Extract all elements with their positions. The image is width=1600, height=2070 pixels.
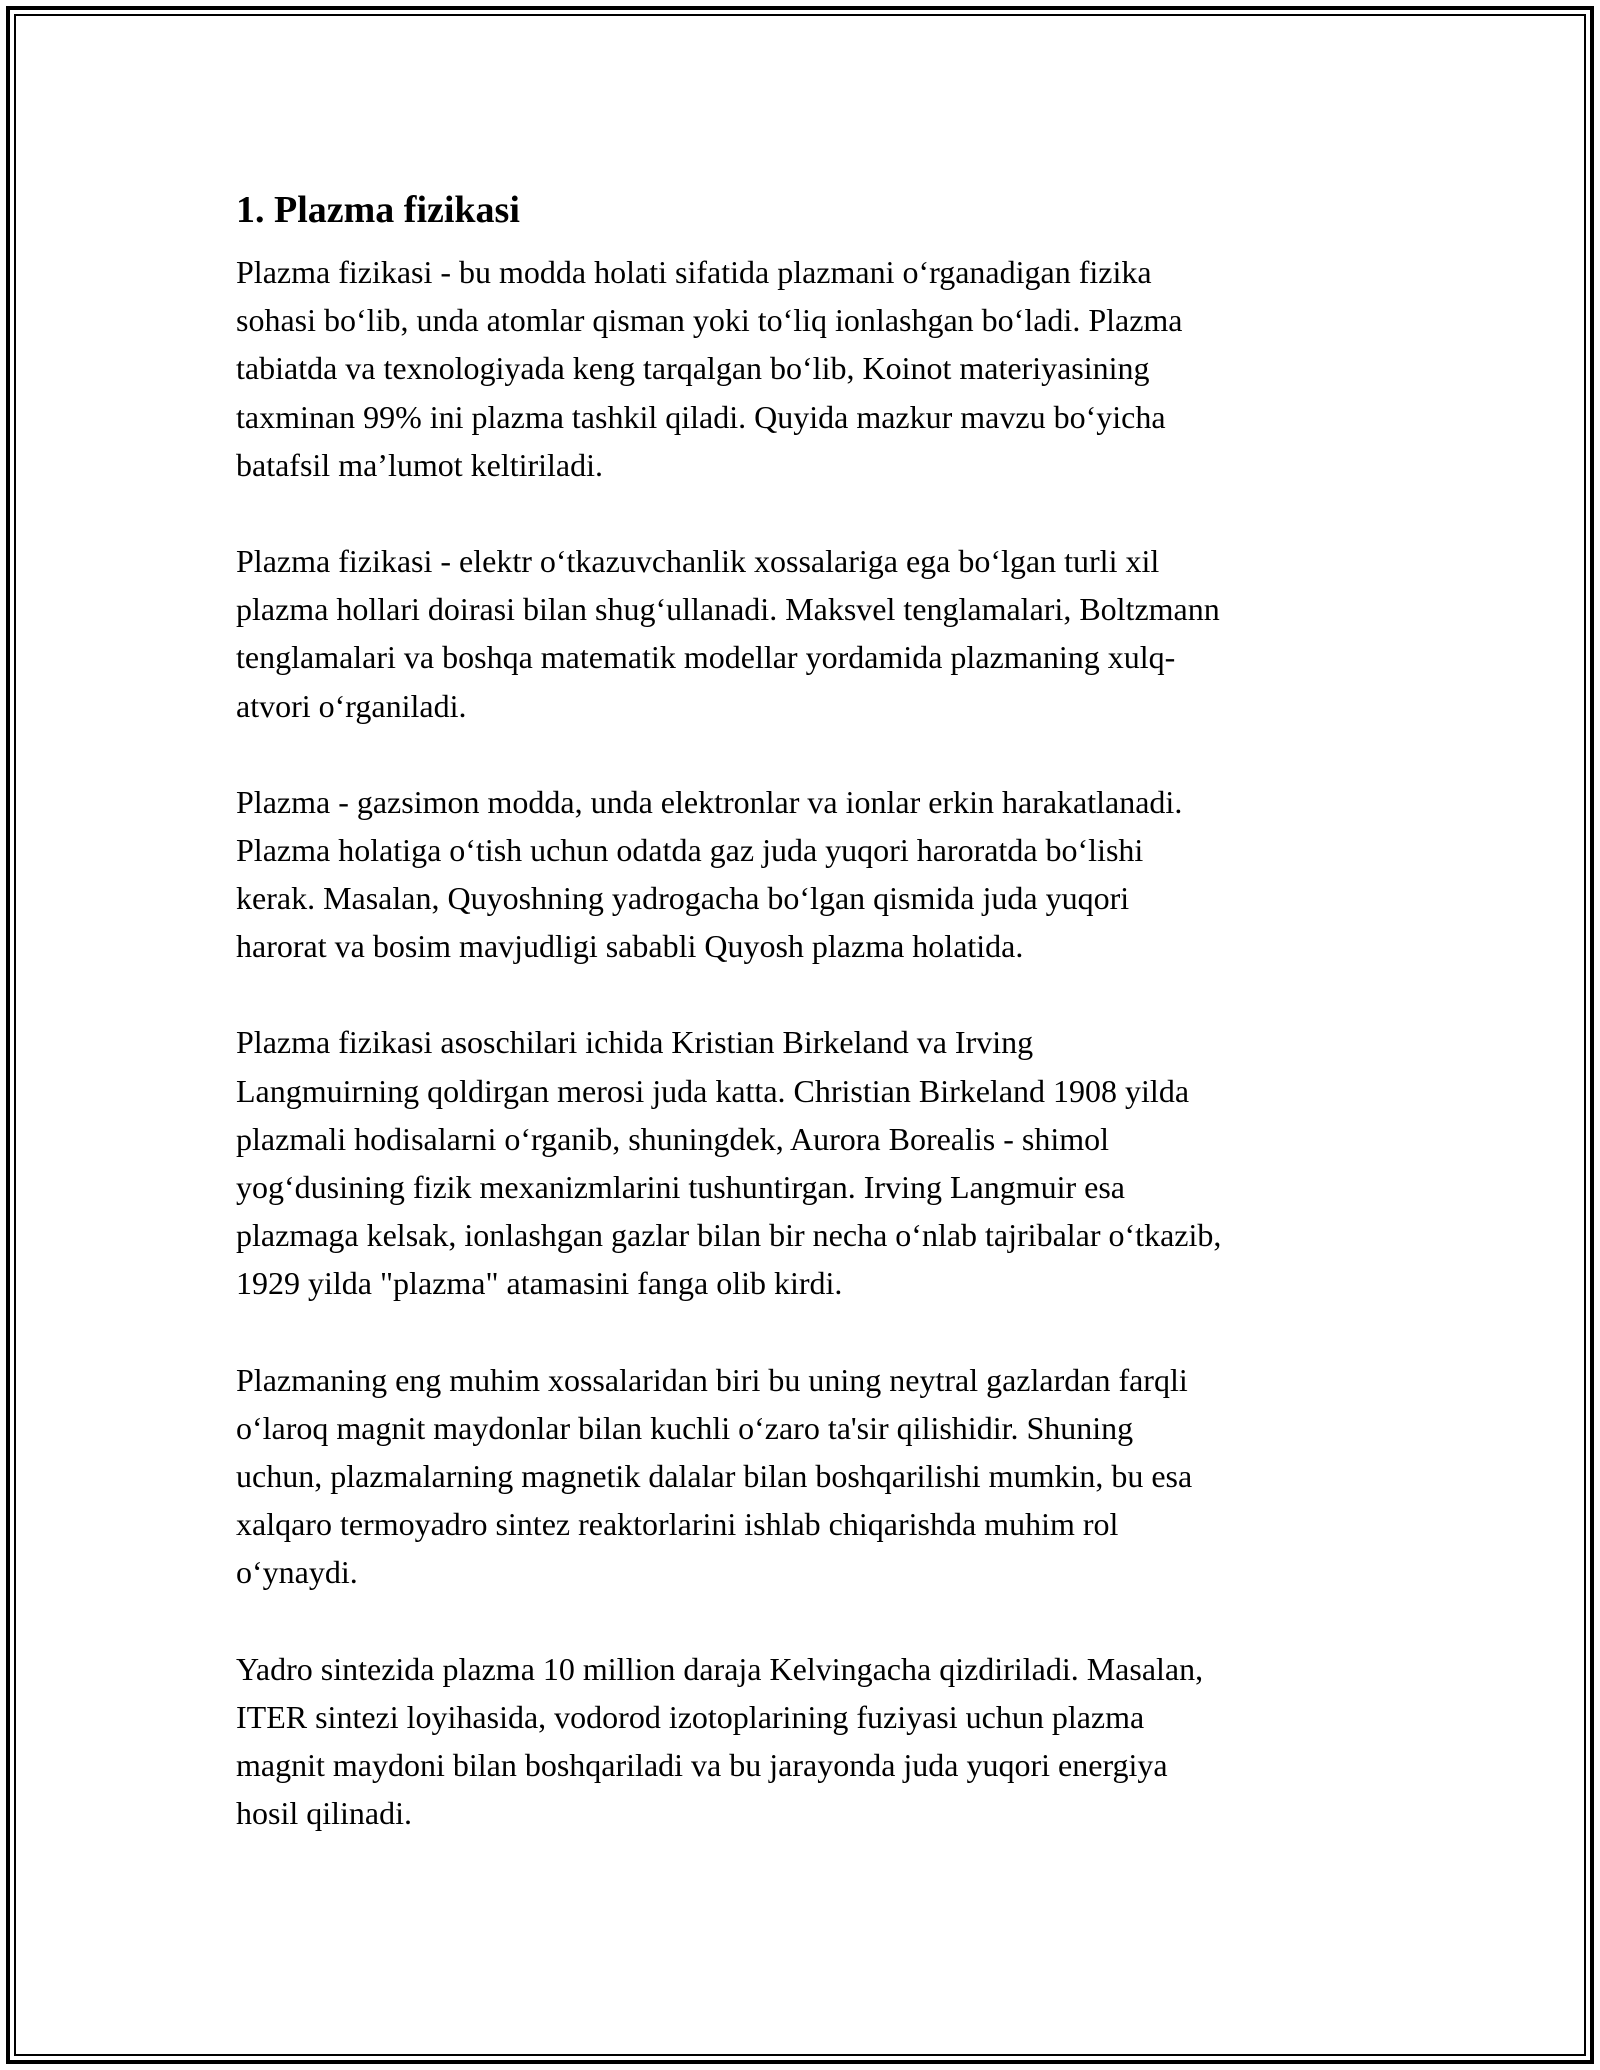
paragraph-line: Langmuirning qoldirgan merosi juda katta. Christian Birkeland 1908 yilda: [236, 1072, 1190, 1109]
paragraph-line: Plazma - gazsimon modda, unda elektronlar va ionlar erkin harakatlanadi.: [236, 783, 1183, 820]
paragraph-line: Plazma holatiga o‘tish uchun odatda gaz juda yuqori haroratda bo‘lishi: [236, 831, 1144, 868]
paragraph-line: sohasi bo‘lib, unda atomlar qisman yoki to‘liq ionlashgan bo‘ladi. Plazma: [236, 302, 1183, 339]
paragraph-line: Plazma fizikasi - elektr o‘tkazuvchanlik xossalariga ega bo‘lgan turli xil: [236, 542, 1160, 579]
paragraph-founders: [236, 1018, 1366, 1307]
paragraph-line: atvori o‘rganiladi.: [236, 687, 467, 724]
paragraph-line: o‘laroq magnit maydonlar bilan kuchli o‘zaro ta'sir qilishidir. Shuning: [236, 1409, 1134, 1446]
paragraph-line: o‘ynaydi.: [236, 1554, 358, 1591]
paragraph-line: xalqaro termoyadro sintez reaktorlarini ishlab chiqarishda muhim rol: [236, 1506, 1119, 1543]
page-title: 1. Plazma fizikasi: [236, 189, 520, 231]
paragraph-line: Yadro sintezida plazma 10 million daraja Kelvingacha qizdiriladi. Masalan,: [236, 1650, 1204, 1687]
paragraph-line: batafsil ma’lumot keltiriladi.: [236, 446, 604, 483]
paragraph-line: plazmali hodisalarni o‘rganib, shuningdek, Aurora Borealis - shimol: [236, 1120, 1110, 1157]
paragraph-line: harorat va bosim mavjudligi sababli Quyosh plazma holatida.: [236, 928, 1024, 965]
paragraph-line: Plazma fizikasi - bu modda holati sifatida plazmani o‘rganadigan fizika: [236, 254, 1152, 290]
paragraph-line: kerak. Masalan, Quyoshning yadrogacha bo‘lgan qismida juda yuqori: [236, 880, 1130, 917]
paragraph-magnetic-fields: [236, 1356, 1366, 1597]
paragraph-line: uchun, plazmalarning magnetik dalalar bilan boshqarilishi mumkin, bu esa: [236, 1457, 1193, 1494]
paragraph-line: plazmaga kelsak, ionlashgan gazlar bilan bir necha o‘nlab tajribalar o‘tkazib,: [236, 1217, 1222, 1254]
paragraph-line: tenglamalari va boshqa matematik modellar yordamida plazmaning xulq-: [236, 639, 1176, 676]
paragraph-line: hosil qilinadi.: [236, 1795, 412, 1832]
paragraph-fusion: [236, 1645, 1366, 1838]
paragraph-gas-state: [236, 778, 1366, 971]
paragraph-line: tabiatda va texnologiyada keng tarqalgan bo‘lib, Koinot materiyasining: [236, 350, 1150, 387]
paragraph-line: magnit maydoni bilan boshqariladi va bu jarayonda juda yuqori energiya: [236, 1746, 1168, 1783]
paragraph-line: yog‘dusining fizik mexanizmlarini tushuntirgan. Irving Langmuir esa: [236, 1169, 1125, 1205]
paragraph-line: Plazmaning eng muhim xossalaridan biri bu uning neytral gazlardan farqli: [236, 1361, 1188, 1398]
paragraph-line: Plazma fizikasi asoschilari ichida Kristian Birkeland va Irving: [236, 1024, 1034, 1061]
paragraph-line: taxminan 99% ini plazma tashkil qiladi. Quyida mazkur mavzu bo‘yicha: [236, 398, 1166, 435]
paragraph-conductivity: [236, 537, 1366, 730]
paragraph-line: plazma hollari doirasi bilan shug‘ullanadi. Maksvel tenglamalari, Boltzmann: [236, 591, 1220, 628]
paragraph-line: 1929 yilda "plazma" atamasini fanga olib kirdi.: [236, 1265, 843, 1302]
paragraph-line: ITER sintezi loyihasida, vodorod izotoplarining fuziyasi uchun plazma: [236, 1698, 1145, 1735]
paragraph-intro: [236, 248, 1366, 489]
document-body: [236, 186, 1366, 1885]
